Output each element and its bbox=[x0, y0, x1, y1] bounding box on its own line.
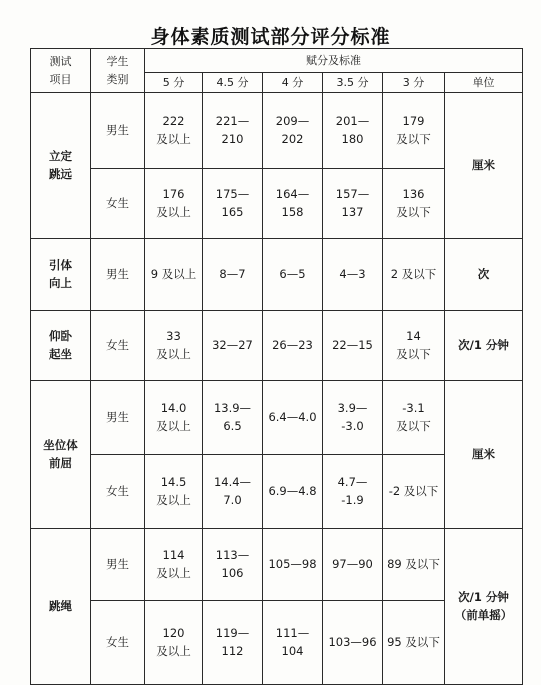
header-score-4-5: 4.5 分 bbox=[203, 73, 263, 93]
score-cell: 6—5 bbox=[263, 239, 323, 311]
score-cell: 175—165 bbox=[203, 169, 263, 239]
category-cell: 女生 bbox=[91, 169, 145, 239]
category-cell: 男生 bbox=[91, 93, 145, 169]
page-title: 身体素质测试部分评分标准 bbox=[150, 26, 391, 48]
score-cell: 8—7 bbox=[203, 239, 263, 311]
score-cell: 103—96 bbox=[323, 601, 383, 685]
score-cell: 32—27 bbox=[203, 311, 263, 381]
table-row bbox=[31, 93, 523, 169]
header-score-group: 赋分及标准 bbox=[145, 49, 523, 73]
item-standing-long-jump: 立定 跳远 bbox=[31, 93, 91, 239]
score-cell: 14.5 及以上 bbox=[145, 455, 203, 529]
score-cell: 201—180 bbox=[323, 93, 383, 169]
score-cell: 2 及以下 bbox=[383, 239, 445, 311]
category-cell: 女生 bbox=[91, 455, 145, 529]
score-cell: 164—158 bbox=[263, 169, 323, 239]
header-score-4: 4 分 bbox=[263, 73, 323, 93]
score-cell: 111—104 bbox=[263, 601, 323, 685]
score-cell: 136 及以下 bbox=[383, 169, 445, 239]
score-cell: 6.4—4.0 bbox=[263, 381, 323, 455]
score-cell: -2 及以下 bbox=[383, 455, 445, 529]
score-cell: 179 及以下 bbox=[383, 93, 445, 169]
item-rope-skipping: 跳绳 bbox=[31, 529, 91, 685]
category-cell: 女生 bbox=[91, 601, 145, 685]
unit-cell: 次/1 分钟 （前单摇） bbox=[445, 529, 523, 685]
unit-cell: 次 bbox=[445, 239, 523, 311]
header-student-type: 学生 类别 bbox=[91, 49, 145, 93]
category-cell: 男生 bbox=[91, 529, 145, 601]
score-cell: 14.4— 7.0 bbox=[203, 455, 263, 529]
table-row bbox=[31, 381, 523, 455]
score-cell: 4—3 bbox=[323, 239, 383, 311]
score-cell: 6.9—4.8 bbox=[263, 455, 323, 529]
header-score-3: 3 分 bbox=[383, 73, 445, 93]
header-score-5: 5 分 bbox=[145, 73, 203, 93]
table-row bbox=[31, 239, 523, 311]
category-cell: 男生 bbox=[91, 381, 145, 455]
item-sit-up: 仰卧 起坐 bbox=[31, 311, 91, 381]
score-cell: 95 及以下 bbox=[383, 601, 445, 685]
table-row bbox=[31, 529, 523, 601]
score-cell: 222 及以上 bbox=[145, 93, 203, 169]
score-cell: 33 及以上 bbox=[145, 311, 203, 381]
scoring-table bbox=[30, 48, 523, 685]
score-cell: 176 及以上 bbox=[145, 169, 203, 239]
table-row bbox=[31, 311, 523, 381]
unit-cell: 厘米 bbox=[445, 93, 523, 239]
score-cell: 89 及以下 bbox=[383, 529, 445, 601]
score-cell: 120 及以上 bbox=[145, 601, 203, 685]
category-cell: 男生 bbox=[91, 239, 145, 311]
score-cell: 157—137 bbox=[323, 169, 383, 239]
category-cell: 女生 bbox=[91, 311, 145, 381]
score-cell: 113—106 bbox=[203, 529, 263, 601]
item-pull-up: 引体 向上 bbox=[31, 239, 91, 311]
score-cell: 14.0 及以上 bbox=[145, 381, 203, 455]
score-cell: 13.9— 6.5 bbox=[203, 381, 263, 455]
header-test-item: 测试 项目 bbox=[31, 49, 91, 93]
score-cell: 3.9— -3.0 bbox=[323, 381, 383, 455]
item-sit-and-reach: 坐位体 前屈 bbox=[31, 381, 91, 529]
score-cell: -3.1 及以下 bbox=[383, 381, 445, 455]
header-unit: 单位 bbox=[445, 73, 523, 93]
score-cell: 14 及以下 bbox=[383, 311, 445, 381]
score-cell: 221—210 bbox=[203, 93, 263, 169]
score-cell: 9 及以上 bbox=[145, 239, 203, 311]
score-cell: 119—112 bbox=[203, 601, 263, 685]
score-cell: 4.7— -1.9 bbox=[323, 455, 383, 529]
score-cell: 105—98 bbox=[263, 529, 323, 601]
score-cell: 114 及以上 bbox=[145, 529, 203, 601]
header-row bbox=[31, 49, 523, 73]
unit-cell: 次/1 分钟 bbox=[445, 311, 523, 381]
score-cell: 209—202 bbox=[263, 93, 323, 169]
score-cell: 26—23 bbox=[263, 311, 323, 381]
score-cell: 97—90 bbox=[323, 529, 383, 601]
score-cell: 22—15 bbox=[323, 311, 383, 381]
unit-cell: 厘米 bbox=[445, 381, 523, 529]
header-score-3-5: 3.5 分 bbox=[323, 73, 383, 93]
